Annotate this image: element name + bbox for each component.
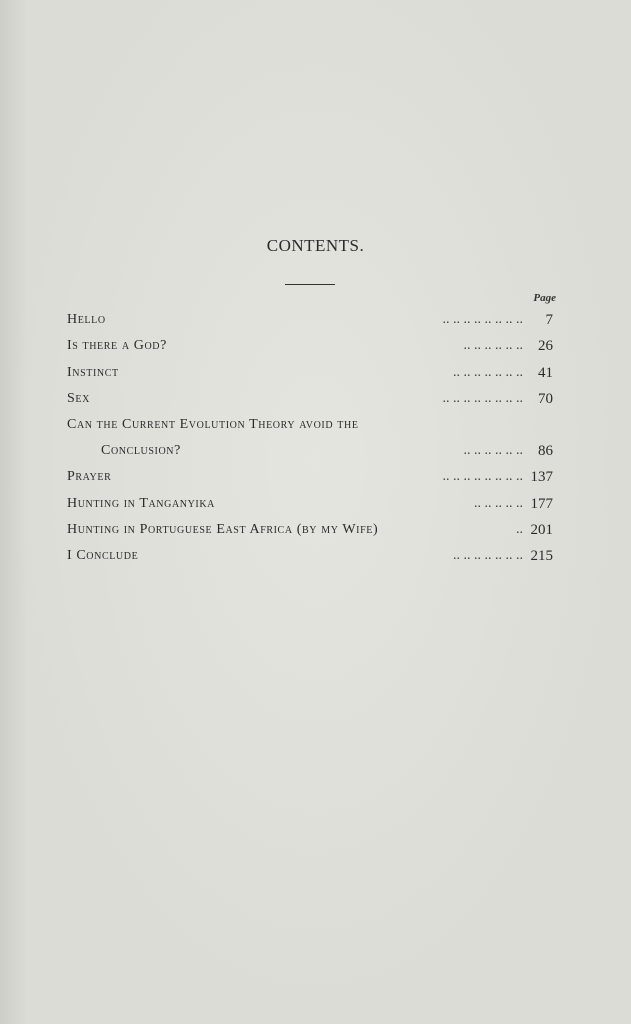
toc-entry-page: 201: [530, 522, 553, 539]
toc-entry-title: Hunting in Tanganyika: [67, 495, 215, 511]
toc-leader-dots: .. .. .. .. .. ..: [463, 338, 523, 354]
toc-entry-title: Is there a God?: [67, 338, 167, 354]
title-rule: [285, 284, 335, 285]
toc-leader-dots: .. .. .. .. .. .. ..: [453, 364, 523, 380]
page-column-heading: Page: [533, 292, 556, 304]
toc-leader-dots: .. .. .. .. .. .. ..: [453, 548, 523, 564]
toc-entry: [67, 309, 553, 335]
toc-leader-dots: .. .. .. .. ..: [474, 495, 523, 511]
toc-entry-page: 41: [538, 364, 553, 381]
toc-entry: [67, 493, 553, 519]
toc-entry-page: 137: [530, 469, 553, 486]
toc-entry: [67, 362, 553, 388]
toc-entry: [67, 388, 553, 414]
toc-entry-page: 177: [530, 495, 553, 512]
toc-leader-dots: .. .. .. .. .. .. .. ..: [442, 469, 523, 485]
toc-entry-page: 70: [538, 390, 553, 407]
toc-entry-page: 26: [538, 338, 553, 355]
toc-entry: [67, 414, 553, 440]
toc-entry-continuation: [67, 440, 553, 466]
toc-entry-title: Prayer: [67, 469, 112, 485]
toc-entry: [67, 335, 553, 361]
toc-entry-title: I Conclude: [67, 548, 139, 564]
toc-entry-title: Hunting in Portuguese East Africa (by my Wife): [67, 522, 379, 538]
toc-leader-dots: .. .. .. .. .. .. .. ..: [442, 312, 523, 327]
toc-entry-title: Hello: [67, 312, 106, 327]
toc-entry-title: Sex: [67, 390, 90, 406]
toc-leader-dots: ..: [516, 522, 523, 538]
toc-entry-page: 86: [538, 443, 553, 460]
toc-entry-title: Can the Current Evolution Theory avoid the: [67, 417, 359, 433]
toc-entry-page: 7: [545, 312, 553, 328]
toc-entry-title: Conclusion?: [101, 443, 181, 459]
toc-leader-dots: .. .. .. .. .. .. .. ..: [442, 390, 523, 406]
toc-entry: [67, 545, 553, 571]
toc-entry: [67, 519, 553, 545]
page-title: CONTENTS.: [266, 236, 365, 255]
table-of-contents: [67, 309, 553, 572]
toc-entry: [67, 466, 553, 492]
toc-leader-dots: .. .. .. .. .. ..: [463, 443, 523, 459]
toc-entry-page: 215: [530, 548, 553, 565]
toc-entry-title: Instinct: [67, 364, 119, 380]
